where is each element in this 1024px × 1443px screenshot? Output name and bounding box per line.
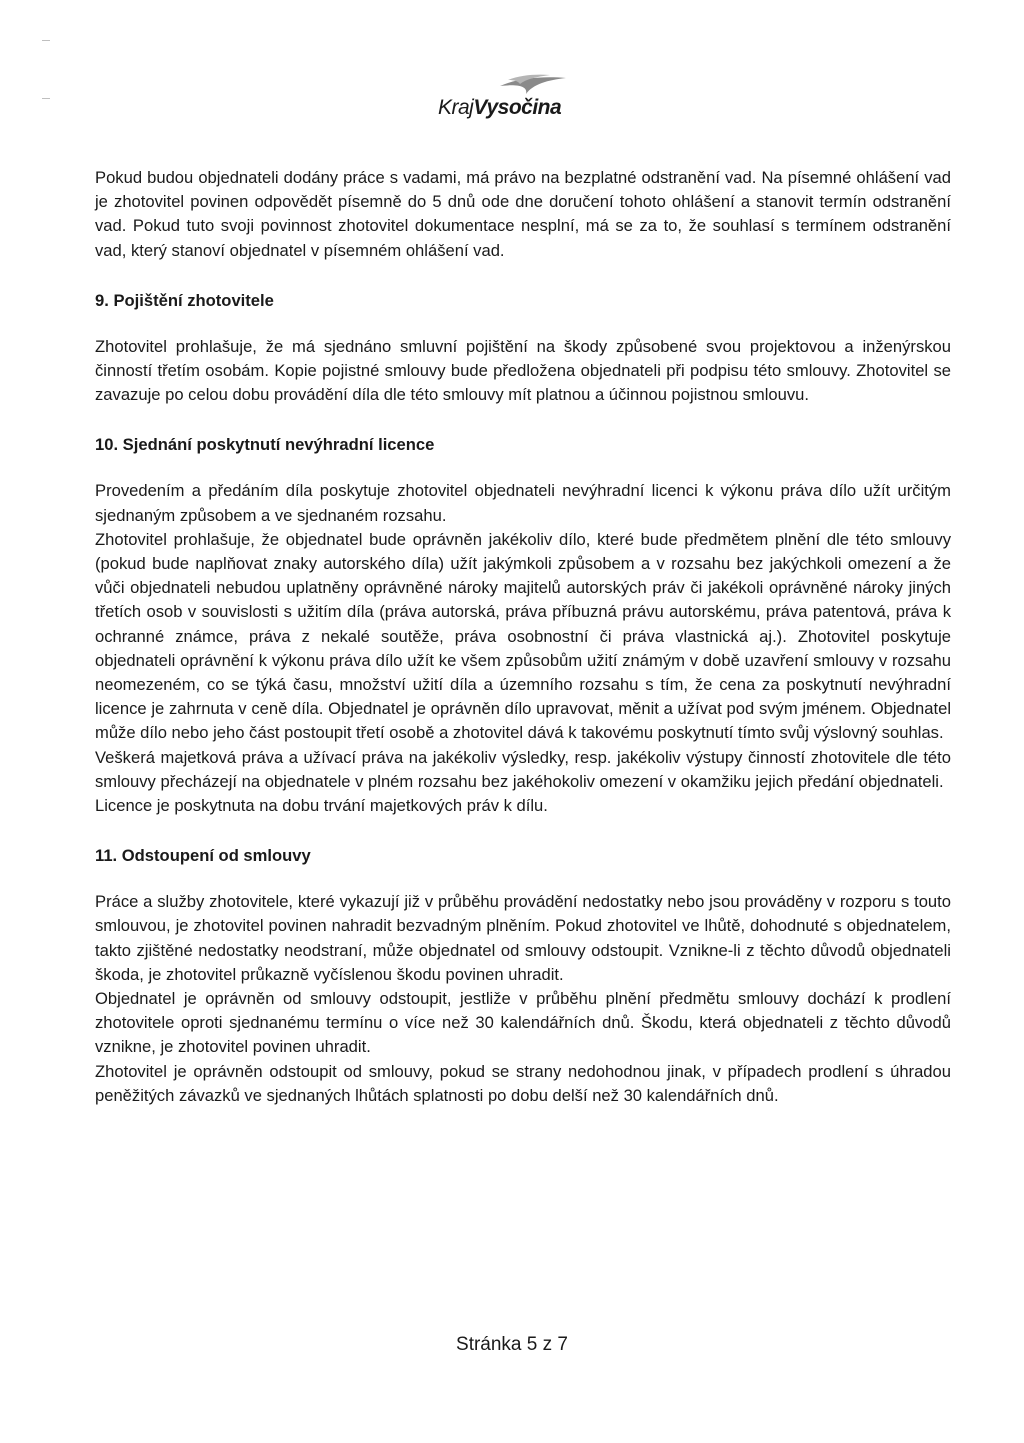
document-body [95,166,951,1108]
section-10-heading: 10. Sjednání poskytnutí nevýhradní licence [95,435,435,455]
section-10-paragraph: Licence je poskytnuta na dobu trvání majetkových práv k dílu. [95,796,548,816]
section-9-paragraph: Zhotovitel prohlašuje, že má sjednáno smluvní pojištění na škody způsobené svou projektovou a inženýrskou činností třetím osobám. Kopie pojistné smlouvy bude předložena objednateli při podpisu této smlouvy. Zhotovitel se zavazuje po celou dobu provádění díla dle této smlouvy mít platnou a účinnou pojistnou smlouvu. [95,336,951,405]
section-11-paragraph: Práce a služby zhotovitele, které vykazují již v průběhu provádění nedostatky nebo jsou prováděny v rozporu s touto smlouvou, je zhotovitel povinen nahradit bezvadným plněním. Pokud zhotovitel ve lhůtě, dohodnuté s objednatelem, takto zjištěné nedostatky neodstraní, může objednatel od smlouvy odstoupit. Vznikne-li z těchto důvodů objednateli škoda, je zhotovitel průkazně vyčíslenou škodu povinen uhradit. [95,892,951,984]
section-9-heading: 9. Pojištění zhotovitele [95,290,274,310]
section-10-paragraph: Provedením a předáním díla poskytuje zhotovitel objednateli nevýhradní licenci k výkonu práva dílo užít určitým sjednaným způsobem a ve sjednaném rozsahu. [95,481,951,525]
section-10-paragraph: Zhotovitel prohlašuje, že objednatel bude oprávněn jakékoliv dílo, které bude předmětem plnění dle této smlouvy (pokud bude naplňovat znaky autorského díla) užít jakýmkoli způsobem a v rozsahu bez jakýchkoli omezení a že vůči objednateli nebudou uplatněny oprávněné nároky majitelů autorských práv či jakékoli oprávněné nároky jiných třetích osob v souvislosti s užitím díla (práva autorská, práva příbuzná právu autorskému, práva patentová, práva k ochranné známce, práva z nekalé soutěže, práva osobnostní či práva vlastnická aj.). Zhotovitel poskytuje objednateli oprávnění k výkonu práva dílo užít ke všem způsobům užití známým v době uzavření smlouvy v rozsahu neomezeném, co se týká času, množství užití díla a územního rozsahu s tím, že cena za poskytnutí nevýhradní licence je zahrnuta v ceně díla. Objednatel je oprávněn dílo upravovat, měnit a užívat pod svým jménem. Objednatel může dílo nebo jeho část postoupit třetí osobě a zhotovitel dává k takovému poskytnutí tímto svůj výslovný souhlas. [95,529,951,743]
page-number: Stránka 5 z 7 [456,1334,568,1355]
scan-mark [42,40,50,41]
header-logo [438,72,608,122]
logo-word-kraj: Kraj [438,96,474,119]
logo-word-vysocina: Vysočina [473,96,562,119]
intro-paragraph: Pokud budou objednateli dodány práce s vadami, má právo na bezplatné odstranění vad. Na písemné ohlášení vad je zhotovitel povinen odpovědět písemně do 5 dnů ode dne doručení tohoto ohlášení a stanovit termín odstranění vad. Pokud tuto svoji povinnost zhotovitel dokumentace nesplní, má se za to, že souhlasí s termínem odstranění vad, který stanoví objednatel v písemném ohlášení vad. [95,168,951,260]
section-11-paragraph: Zhotovitel je oprávněn odstoupit od smlouvy, pokud se strany nedohodnou jinak, v případech prodlení s úhradou peněžitých závazků ve sjednaných lhůtách splatnosti po dobu delší než 30 kalendářních dnů. [95,1061,951,1105]
kraj-vysocina-swoosh-icon [498,72,568,98]
section-11-paragraph: Objednatel je oprávněn od smlouvy odstoupit, jestliže v průběhu plnění předmětu smlouvy dochází k prodlení zhotovitele oproti sjednanému termínu o více než 30 kalendářních dnů. Škodu, která objednateli z těchto důvodů vznikne, je zhotovitel povinen uhradit. [95,989,951,1057]
section-11-heading: 11. Odstoupení od smlouvy [95,846,311,866]
section-10-paragraph: Veškerá majetková práva a užívací práva na jakékoliv výsledky, resp. jakékoliv výstupy činností zhotovitele dle této smlouvy přecházejí na objednatele v plném rozsahu bez jakéhokoliv omezení v okamžiku jejich předání objednateli. [95,747,951,791]
logo-wordmark [438,96,561,120]
scan-mark [42,98,50,99]
